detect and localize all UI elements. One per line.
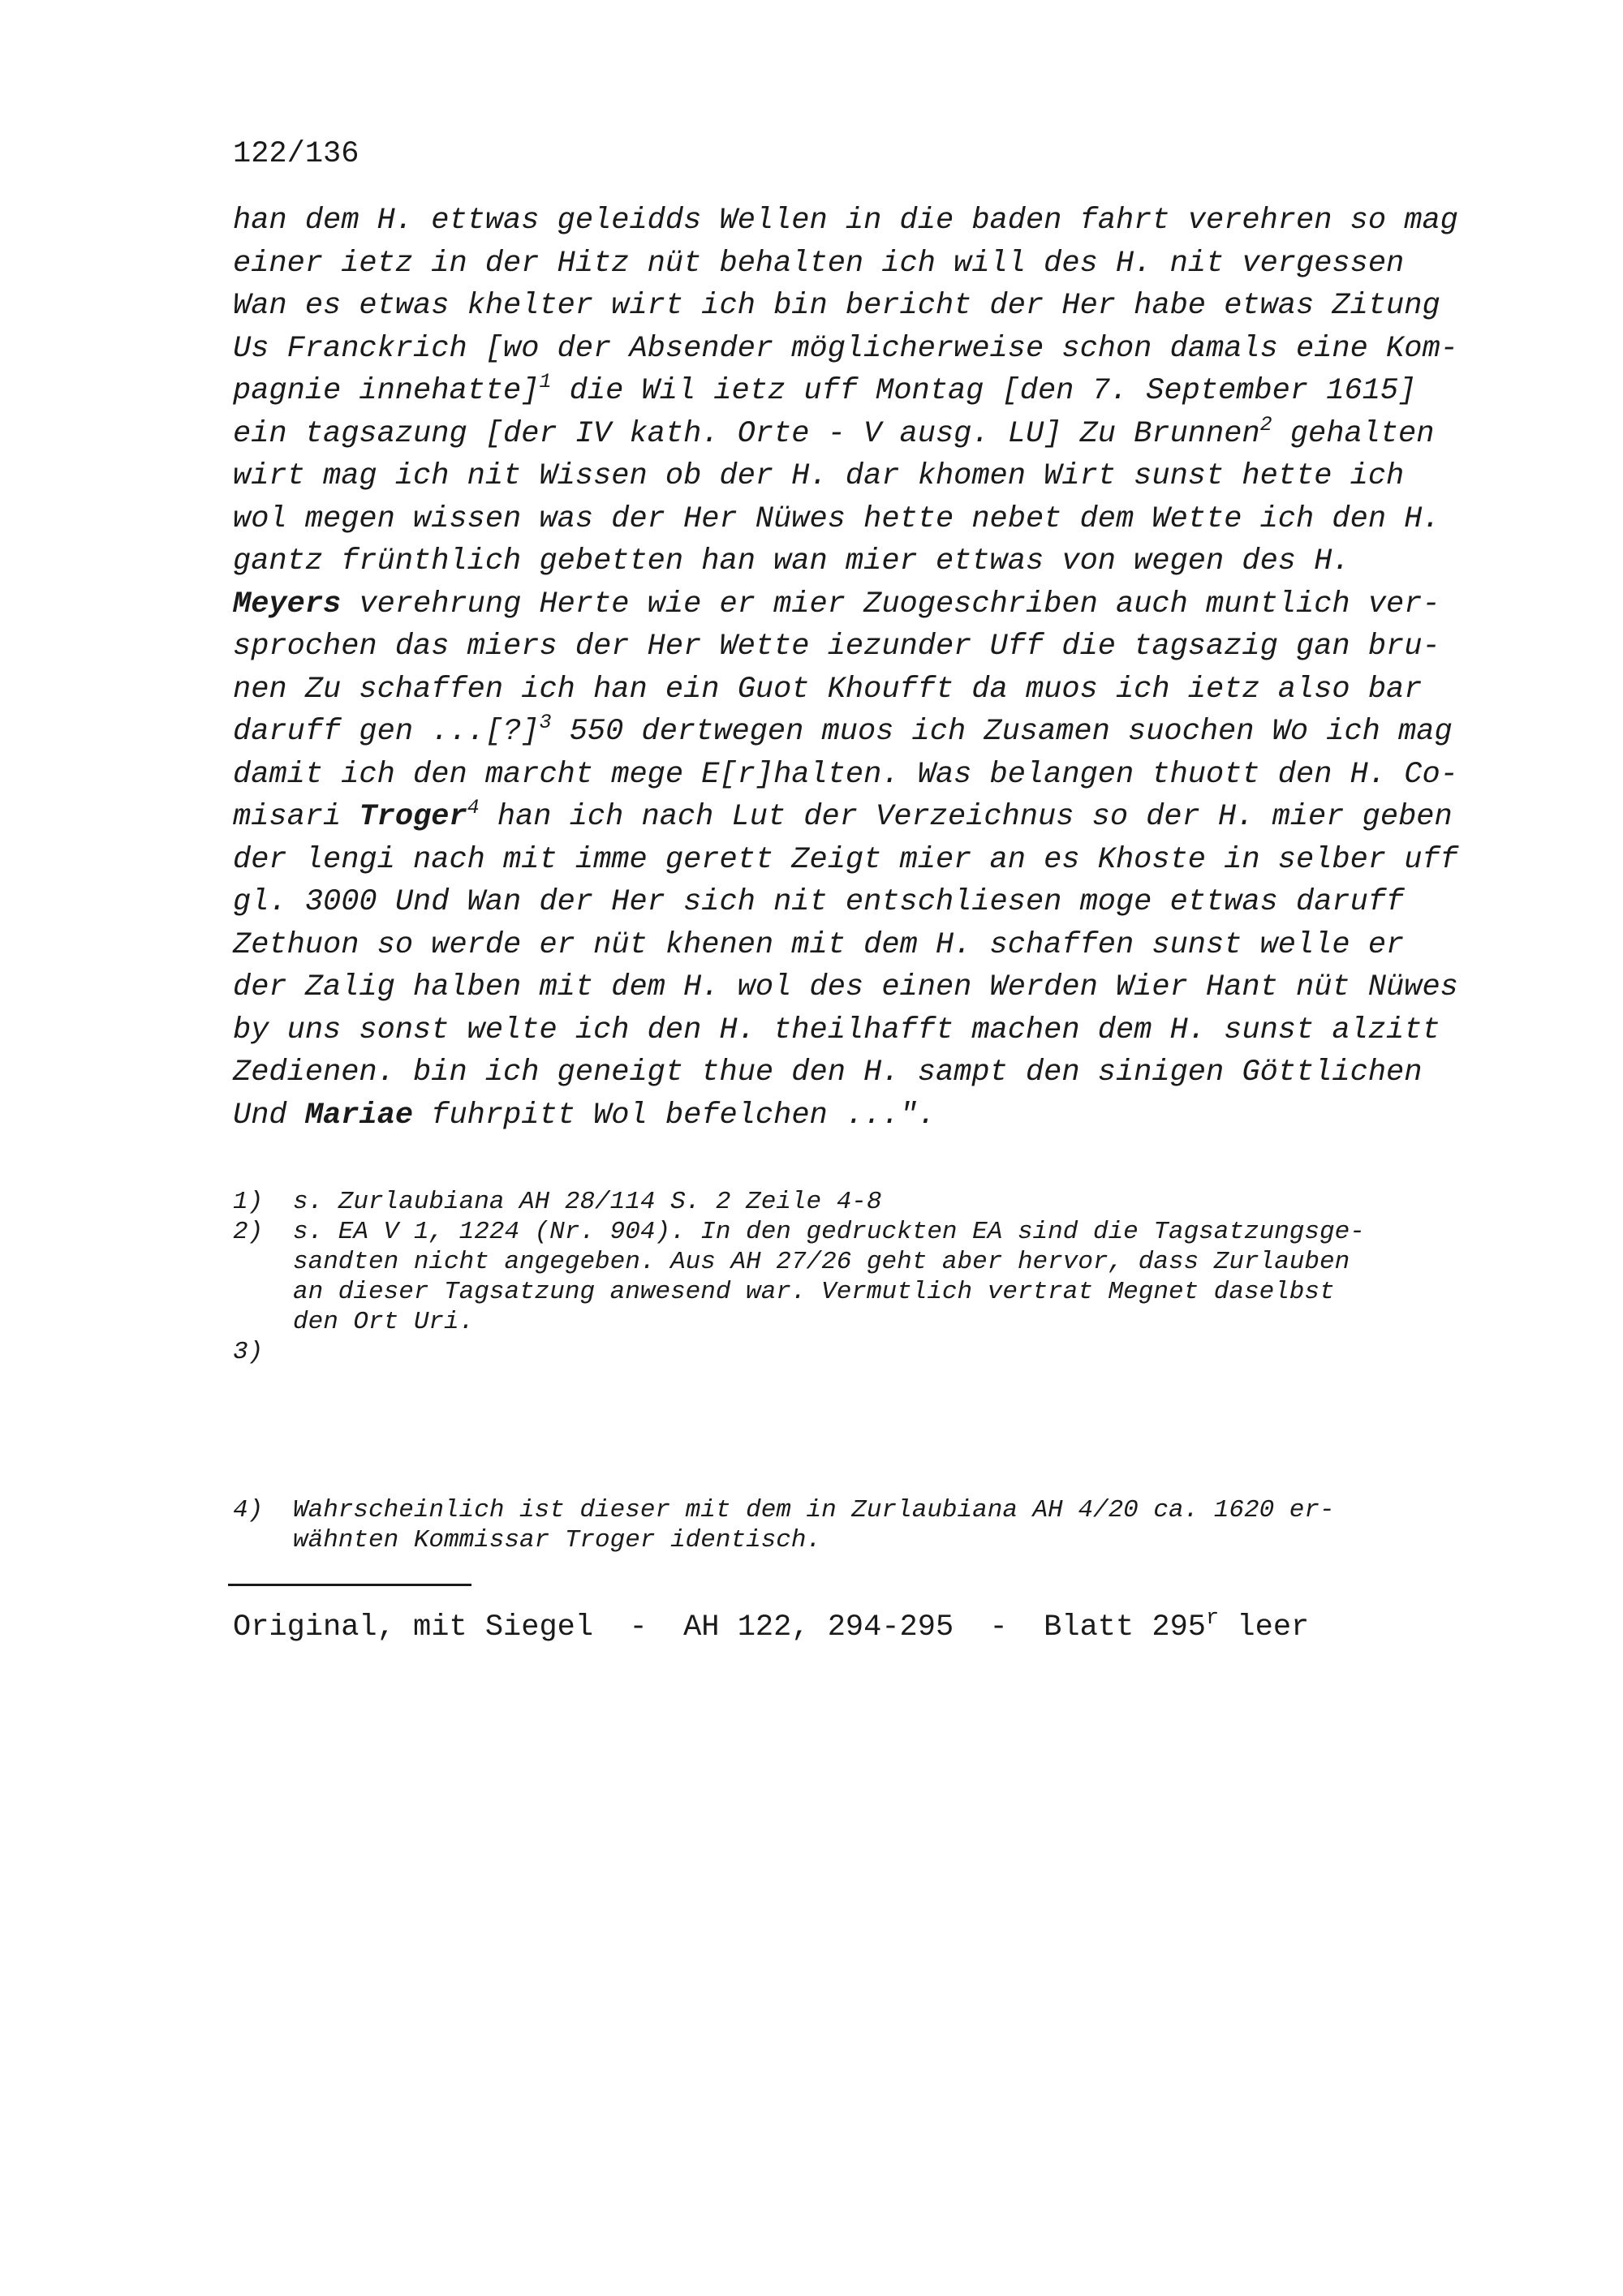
body-line: Und Mariae fuhrpitt Wol befelchen ...". <box>233 1098 936 1133</box>
name-emphasis: Troger <box>359 800 467 834</box>
body-line: Meyers verehrung Herte wie er mier Zuogeschriben auch muntlich ver- <box>233 587 1440 621</box>
page-number: 122/136 <box>233 137 359 171</box>
footnote-1 <box>233 1187 1499 1217</box>
body-line: damit ich den marcht mege E[r]halten. Was belangen thuott den H. Co- <box>233 757 1458 792</box>
footnote-number: 3) <box>233 1338 264 1366</box>
footnote-4 <box>233 1495 1499 1555</box>
body-line: gl. 3000 Und Wan der Her sich nit entschliesen moge ettwas daruff <box>233 885 1405 919</box>
body-line: Wan es etwas khelter wirt ich bin bericht der Her habe etwas Zitung <box>233 289 1440 323</box>
footnote-ref: 1 <box>539 370 552 393</box>
footnote-ref: 3 <box>539 711 552 734</box>
name-emphasis: Meyers <box>233 587 342 621</box>
letter-body <box>233 200 1499 1137</box>
name-emphasis: Mariae <box>304 1098 414 1133</box>
body-line: gantz frünthlich gebetten han wan mier ettwas von wegen des H. <box>233 544 1350 578</box>
body-line: sprochen das miers der Her Wette iezunder Uff die tagsazig gan bru- <box>233 630 1440 664</box>
body-line: ein tagsazung [der IV kath. Orte - V ausg. LU] Zu Brunnen$^2$ gehalten <box>233 412 1435 451</box>
footnote-text: s. EA V 1, 1224 (Nr. 904). In den gedruckten EA sind die Tagsatzungsge- sandten nicht angegeben. Aus AH 27/26 geht aber hervor, dass Zurlauben an dieser Tagsatzung anwesend war. Vermutlich vertrat Megnet daselbst den Ort Uri. <box>293 1218 1365 1336</box>
body-line: pagnie innehatte]$^1$ die Wil ietz uff Montag [den 7. September 1615] <box>233 370 1417 408</box>
body-line: Zedienen. bin ich geneigt thue den H. sampt den sinigen Göttlichen <box>233 1056 1423 1090</box>
footnote-text: Wahrscheinlich ist dieser mit dem in Zurlaubiana AH 4/20 ca. 1620 er- wähnten Kommissar Troger identisch. <box>293 1496 1335 1554</box>
source-superscript: r <box>1206 1606 1220 1631</box>
body-line: han dem H. ettwas geleidds Wellen in die baden fahrt verehren so mag <box>233 204 1458 238</box>
footnote-number: 4) <box>233 1496 264 1524</box>
body-line: der lengi nach mit imme gerett Zeigt mier an es Khoste in selber uff <box>233 842 1458 877</box>
separator-rule <box>228 1584 471 1586</box>
footnote-ref: 4 <box>467 796 480 819</box>
body-line: Zethuon so werde er nüt khenen mit dem H. schaffen sunst welle er <box>233 927 1405 962</box>
body-line: by uns sonst welte ich den H. theilhafft machen dem H. sunst alzitt <box>233 1013 1440 1047</box>
body-line: nen Zu schaffen ich han ein Guot Khoufft da muos ich ietz also bar <box>233 672 1423 707</box>
source-note: Original, mit Siegel - AH 122, 294-295 - Blatt 295$^r$ leer <box>233 1606 1310 1645</box>
footnote-number: 1) <box>233 1188 264 1216</box>
body-line: der Zalig halben mit dem H. wol des einen Werden Wier Hant nüt Nüwes <box>233 970 1458 1004</box>
body-line: misari Troger$^4$ han ich nach Lut der Verzeichnus so der H. mier geben <box>233 796 1453 834</box>
footnote-text: s. Zurlaubiana AH 28/114 S. 2 Zeile 4-8 <box>293 1188 882 1216</box>
body-line: daruff gen ...[?]$^3$ 550 dertwegen muos ich Zusamen suochen Wo ich mag <box>233 711 1453 749</box>
footnote-ref: 2 <box>1259 412 1272 436</box>
body-line: einer ietz in der Hitz nüt behalten ich will des H. nit vergessen <box>233 246 1405 281</box>
body-line: Us Franckrich [wo der Absender möglicherweise schon damals eine Kom- <box>233 331 1458 366</box>
footnote-number: 2) <box>233 1218 264 1246</box>
body-line: wol megen wissen was der Her Nüwes hette nebet dem Wette ich den H. <box>233 501 1440 536</box>
footnote-2 <box>233 1217 1499 1337</box>
body-line: wirt mag ich nit Wissen ob der H. dar khomen Wirt sunst hette ich <box>233 459 1405 493</box>
